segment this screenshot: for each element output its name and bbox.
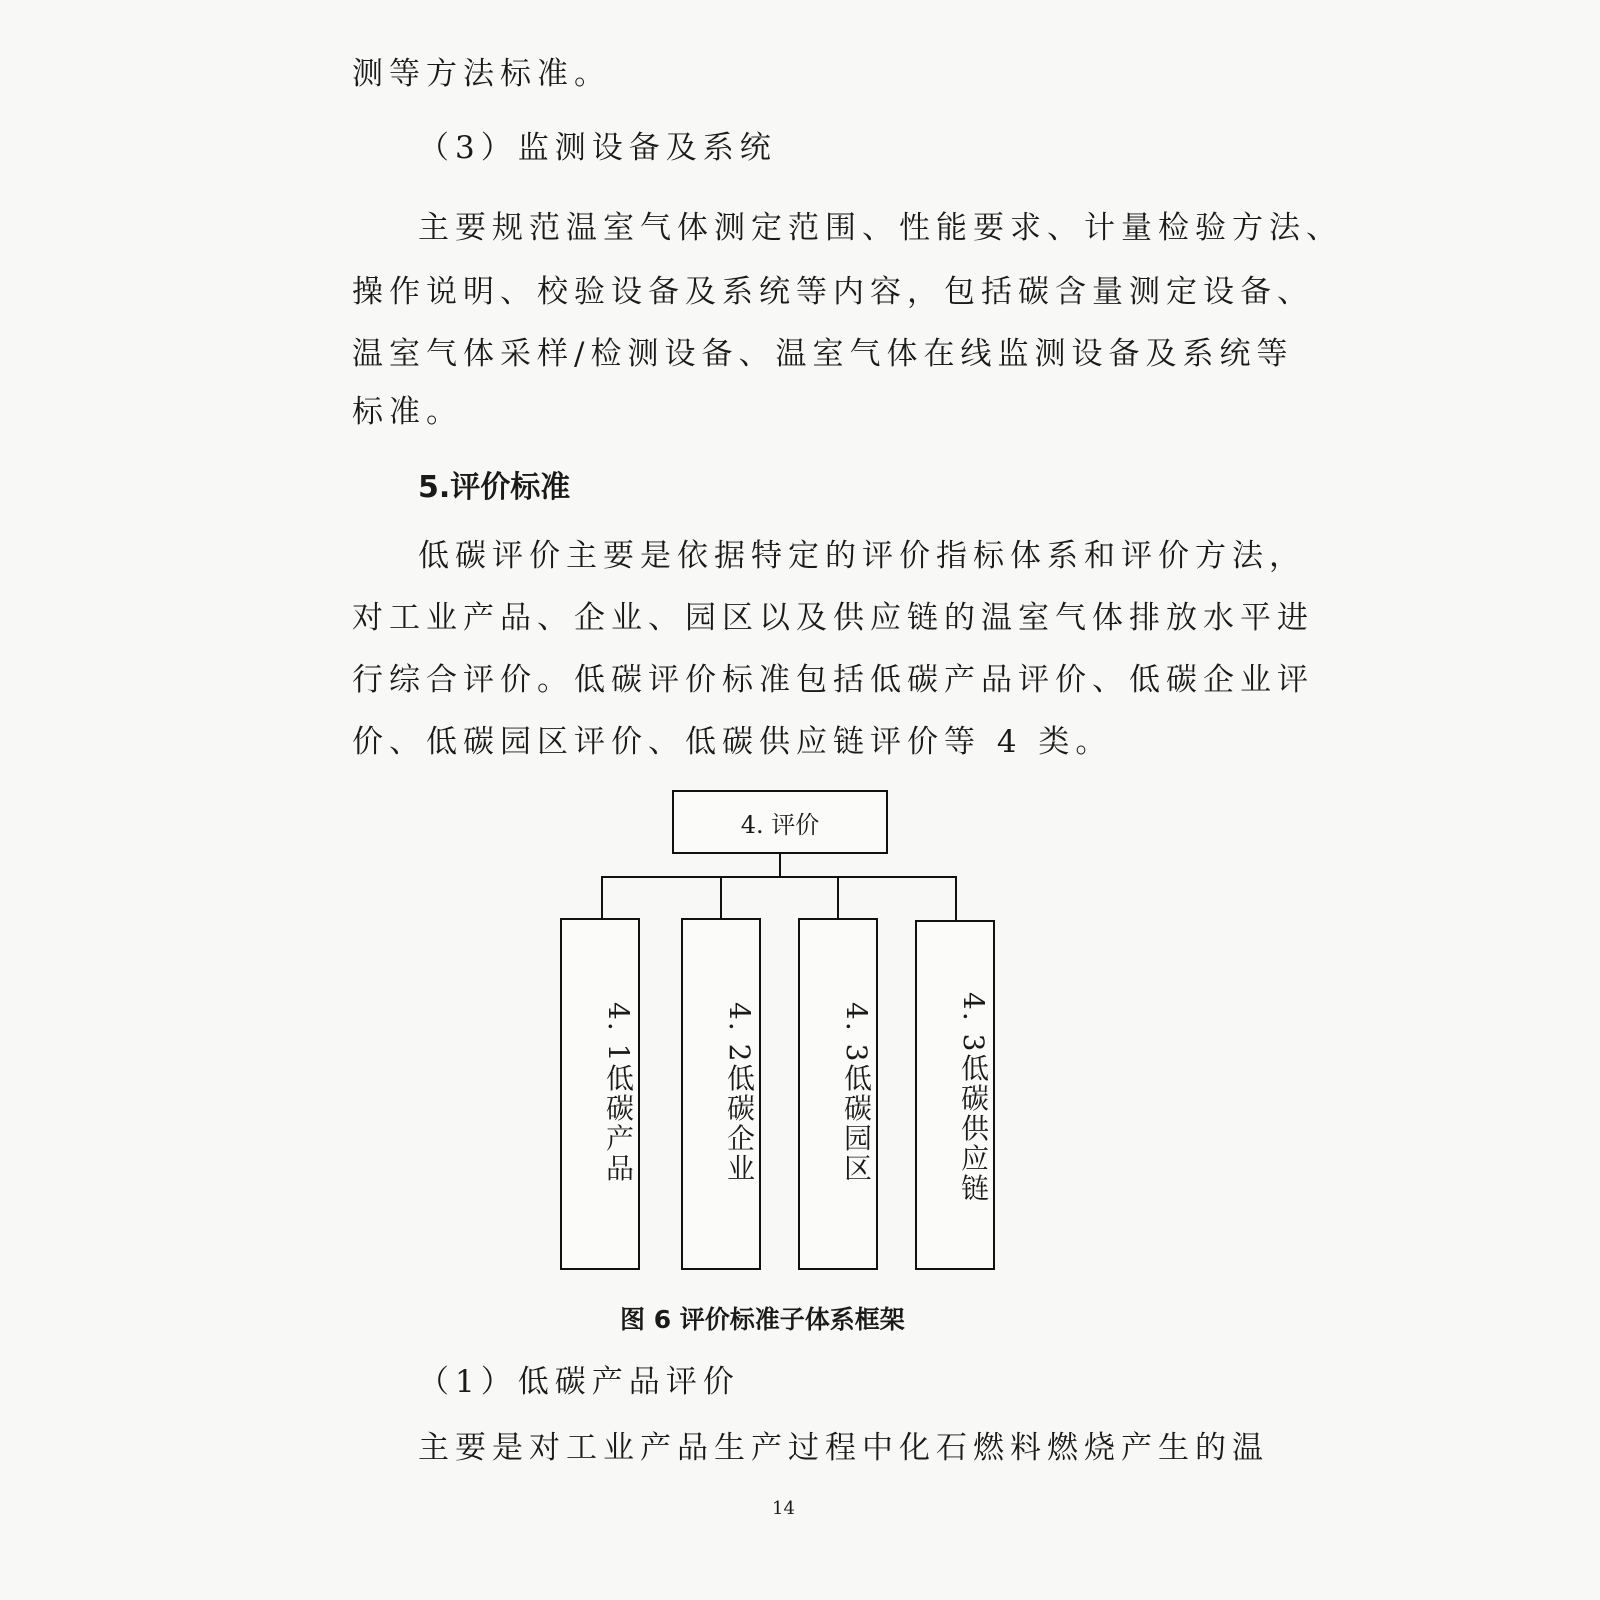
figure-caption: 图 6 评价标准子体系框架 — [620, 1305, 905, 1334]
text-line-12: 主要是对工业产品生产过程中化石燃料燃烧产生的温 — [418, 1430, 1269, 1466]
text-line-8: 对工业产品、企业、园区以及供应链的温室气体排放水平进 — [352, 600, 1314, 636]
text-line-6: 标准。 — [352, 394, 463, 430]
diagram-child-label-1: 4. 1低碳产品 — [602, 1002, 635, 1184]
connector-child-1 — [601, 876, 603, 918]
text-line-4: 操作说明、校验设备及系统等内容，包括碳含量测定设备、 — [352, 274, 1314, 310]
diagram-child-box-4 — [915, 920, 995, 1270]
diagram-child-box-3 — [798, 918, 878, 1270]
section-heading-evaluation-standards: 5.评价标准 — [418, 470, 571, 505]
diagram-root-label: 4. 评价 — [740, 810, 820, 839]
text-line-3: 主要规范温室气体测定范围、性能要求、计量检验方法、 — [418, 210, 1343, 246]
connector-horizontal-bar — [601, 876, 957, 878]
connector-root-stem — [779, 854, 781, 878]
text-line-10: 价、低碳园区评价、低碳供应链评价等 4 类。 — [352, 724, 1113, 760]
diagram-child-label-3: 4. 3低碳园区 — [840, 1002, 873, 1184]
connector-child-3 — [837, 876, 839, 918]
subheading-monitoring-equipment: （3）监测设备及系统 — [418, 130, 777, 166]
text-line-9: 行综合评价。低碳评价标准包括低碳产品评价、低碳企业评 — [352, 662, 1314, 698]
page-number: 14 — [772, 1498, 795, 1519]
subheading-low-carbon-product: （1）低碳产品评价 — [418, 1364, 740, 1400]
diagram-child-box-2 — [681, 918, 761, 1270]
connector-child-2 — [720, 876, 722, 918]
connector-child-4 — [955, 876, 957, 920]
text-line-7: 低碳评价主要是依据特定的评价指标体系和评价方法， — [418, 538, 1306, 574]
diagram-child-label-2: 4. 2低碳企业 — [723, 1002, 756, 1184]
text-line-1: 测等方法标准。 — [352, 56, 611, 92]
diagram-root-box — [672, 790, 888, 854]
diagram-child-box-1 — [560, 918, 640, 1270]
text-line-5: 温室气体采样/检测设备、温室气体在线监测设备及系统等 — [352, 336, 1294, 372]
diagram-child-label-4: 4. 3低碳供应链 — [957, 992, 990, 1204]
